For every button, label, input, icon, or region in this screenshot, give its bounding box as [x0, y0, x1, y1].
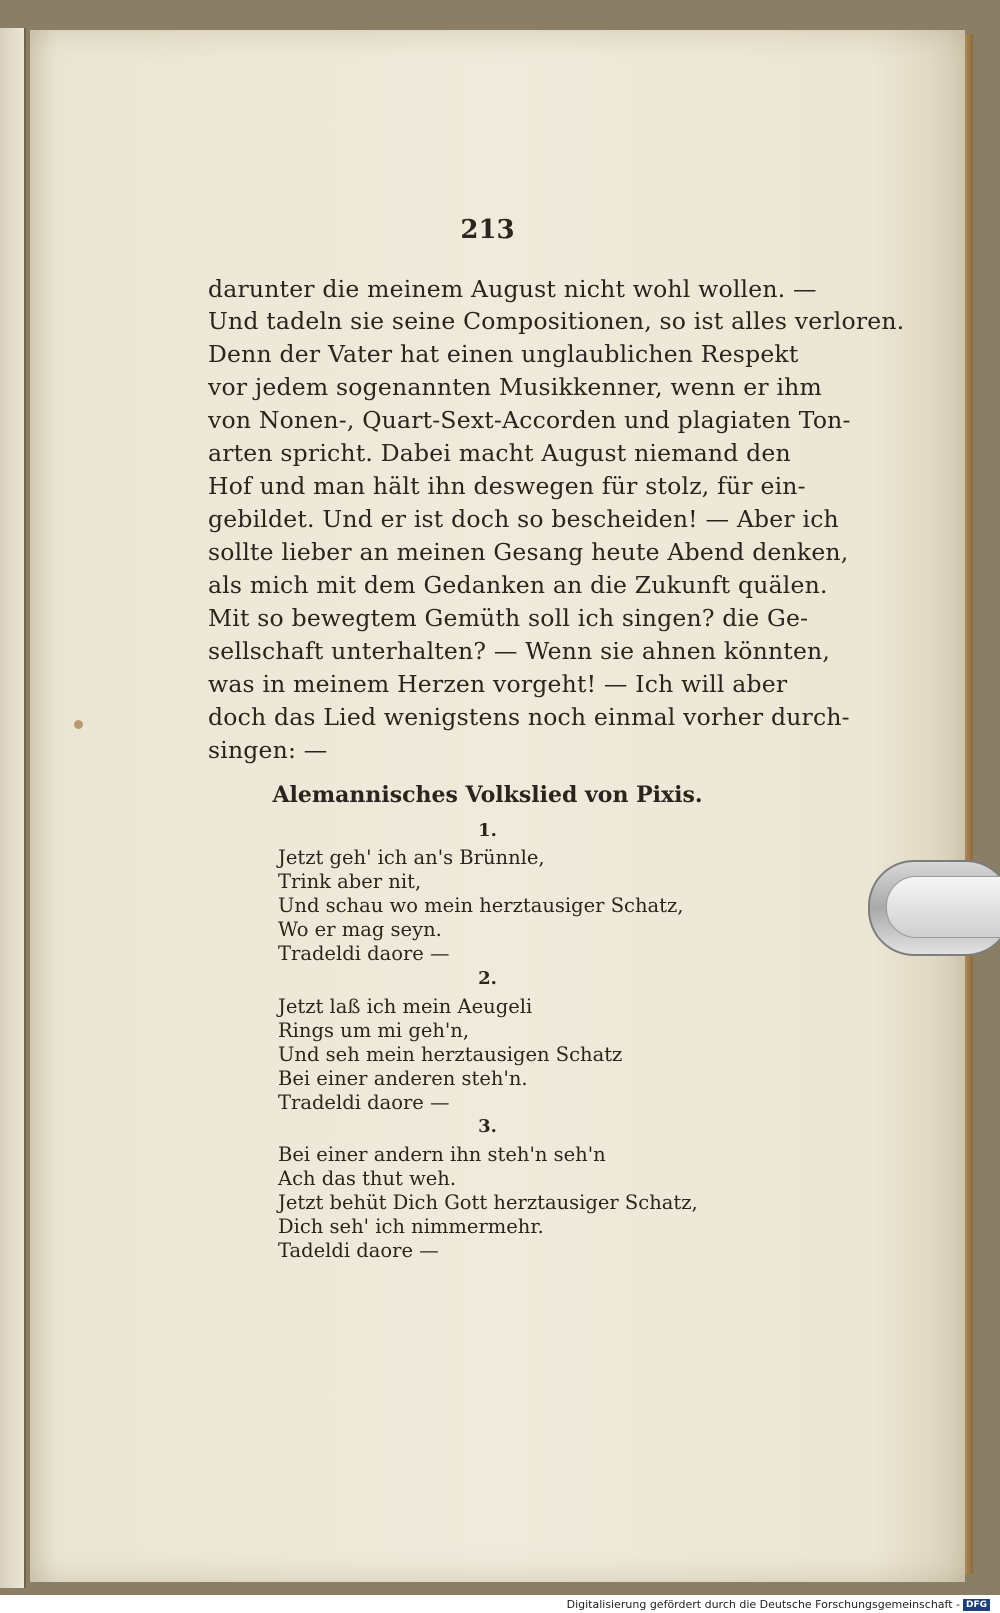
- dfg-logo: DFG: [963, 1599, 990, 1611]
- prose-line: doch das Lied wenigstens noch einmal vorher durch-: [208, 703, 850, 731]
- verse-line: Und seh mein herztausigen Schatz: [278, 1043, 623, 1066]
- verse-line: Jetzt behüt Dich Gott herztausiger Schatz,: [278, 1191, 698, 1214]
- verse-line: Dich seh' ich nimmermehr.: [278, 1215, 544, 1238]
- prose-line: Und tadeln sie seine Compositionen, so ist alles verloren.: [208, 307, 905, 335]
- prose-line: Mit so bewegtem Gemüth soll ich singen? die Ge-: [208, 604, 809, 632]
- prose-line: gebildet. Und er ist doch so bescheiden! — Aber ich: [208, 505, 839, 533]
- prose-line: von Nonen-, Quart-Sext-Accorden und plagiaten Ton-: [208, 406, 851, 434]
- prose-line: vor jedem sogenannten Musikkenner, wenn er ihm: [208, 373, 822, 401]
- page-clip-inner: [886, 876, 1000, 938]
- verse-line: Wo er mag seyn.: [278, 918, 442, 941]
- verse-line: Ach das thut weh.: [278, 1167, 457, 1190]
- prose-line: darunter die meinem August nicht wohl wollen. —: [208, 275, 817, 303]
- verse-line: Trink aber nit,: [278, 870, 422, 893]
- digitization-credit: [567, 1598, 990, 1611]
- page-clip: [868, 860, 1000, 956]
- prose-line: Denn der Vater hat einen unglaublichen Respekt: [208, 340, 799, 368]
- verse-line: Jetzt geh' ich an's Brünnle,: [278, 846, 545, 869]
- stanza-number: 3.: [478, 1116, 497, 1137]
- stanza-number: 2.: [478, 968, 497, 989]
- page-number: 213: [460, 215, 515, 245]
- verse-line: Bei einer andern ihn steh'n seh'n: [278, 1143, 606, 1166]
- verse-line: Tradeldi daore —: [278, 1091, 450, 1114]
- stanza-number: 1.: [478, 820, 497, 841]
- verse-line: Und schau wo mein herztausiger Schatz,: [278, 894, 684, 917]
- credit-text: Digitalisierung gefördert durch die Deutsche Forschungsgemeinschaft -: [566, 1598, 960, 1611]
- verse-line: Jetzt laß ich mein Aeugeli: [278, 995, 533, 1018]
- previous-page-edge: [0, 28, 26, 1588]
- prose-line: Hof und man hält ihn deswegen für stolz, für ein-: [208, 472, 806, 500]
- song-title: Alemannisches Volkslied von Pixis.: [272, 782, 703, 808]
- binding-hole: [74, 720, 83, 729]
- prose-line: arten spricht. Dabei macht August niemand den: [208, 439, 791, 467]
- book-page: [30, 30, 965, 1582]
- prose-line: was in meinem Herzen vorgeht! — Ich will aber: [208, 670, 788, 698]
- prose-line: als mich mit dem Gedanken an die Zukunft quälen.: [208, 571, 828, 599]
- verse-line: Tradeldi daore —: [278, 942, 450, 965]
- verse-line: Rings um mi geh'n,: [278, 1019, 470, 1042]
- verse-line: Bei einer anderen steh'n.: [278, 1067, 528, 1090]
- prose-line: sellschaft unterhalten? — Wenn sie ahnen könnten,: [208, 637, 831, 665]
- verse-line: Tadeldi daore —: [278, 1239, 439, 1262]
- prose-line: sollte lieber an meinen Gesang heute Abend denken,: [208, 538, 849, 566]
- prose-line: singen: —: [208, 736, 328, 764]
